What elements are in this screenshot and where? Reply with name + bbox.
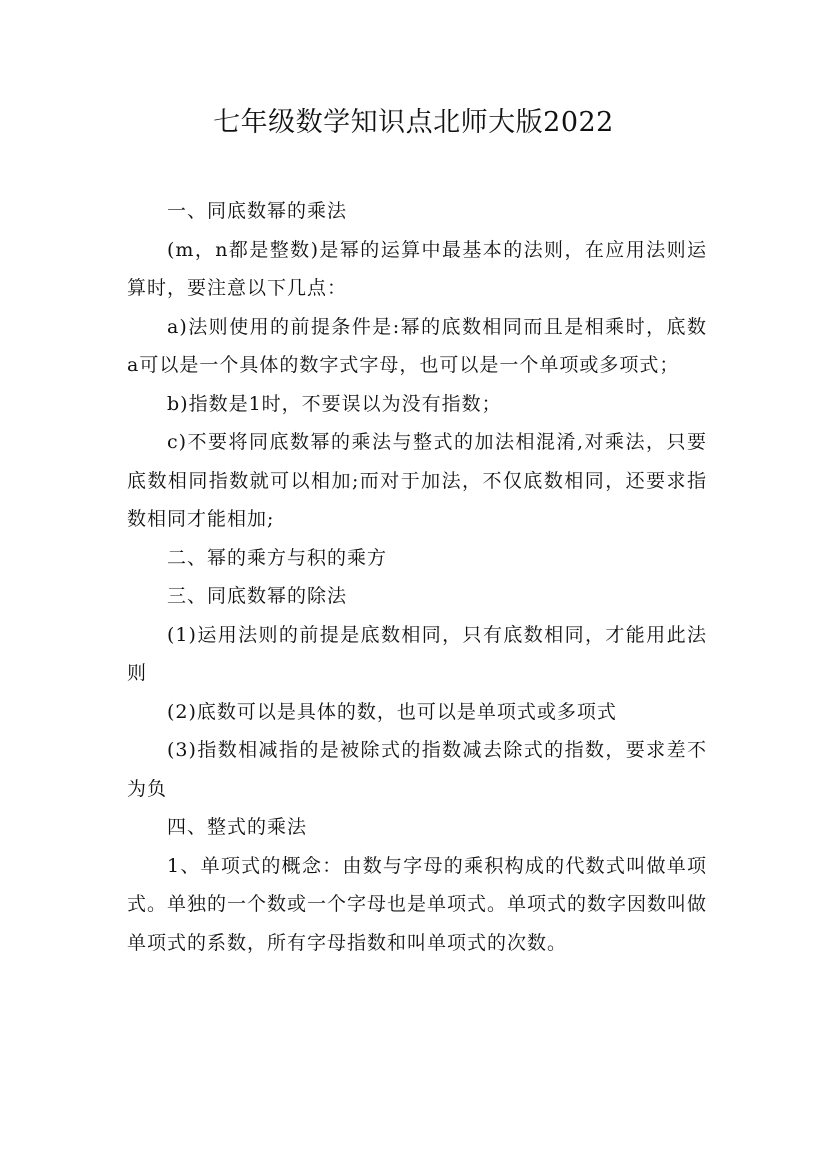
paragraph: b)指数是1时，不要误以为没有指数； xyxy=(167,392,502,415)
document-title: 七年级数学知识点北师大版2022 xyxy=(213,107,614,138)
paragraph: 1、单项式的概念：由数与字母的乘积构成的代数式叫做单项式。单独的一个数或一个字母也是单项式。单项式的数字因数叫做单项式的系数，所有字母指数和叫单项式的次数。 xyxy=(127,854,708,954)
section-heading-1: 一、同底数幂的乘法 xyxy=(167,200,348,222)
section-heading-2: 二、幂的乘方与积的乘方 xyxy=(167,546,388,569)
paragraph: a)法则使用的前提条件是:幂的底数相同而且是相乘时，底数a可以是一个具体的数字式字母，也可以是一个单项或多项式； xyxy=(127,315,707,376)
paragraph: c)不要将同底数幂的乘法与整式的加法相混淆,对乘法，只要底数相同指数就可以相加;而对于加法，不仅底数相同，还要求指数相同才能相加; xyxy=(127,431,707,530)
document-body xyxy=(127,192,707,962)
section-heading-4: 四、整式的乘法 xyxy=(167,816,308,838)
section-heading-3: 三、同底数幂的除法 xyxy=(167,585,348,607)
paragraph: (m，n都是整数)是幂的运算中最基本的法则，在应用法则运算时，要注意以下几点： xyxy=(127,238,707,299)
paragraph: (3)指数相减指的是被除式的指数减去除式的指数，要求差不为负 xyxy=(127,739,707,800)
paragraph: (2)底数可以是具体的数，也可以是单项式或多项式 xyxy=(167,700,617,723)
paragraph: (1)运用法则的前提是底数相同，只有底数相同，才能用此法则 xyxy=(127,623,707,684)
